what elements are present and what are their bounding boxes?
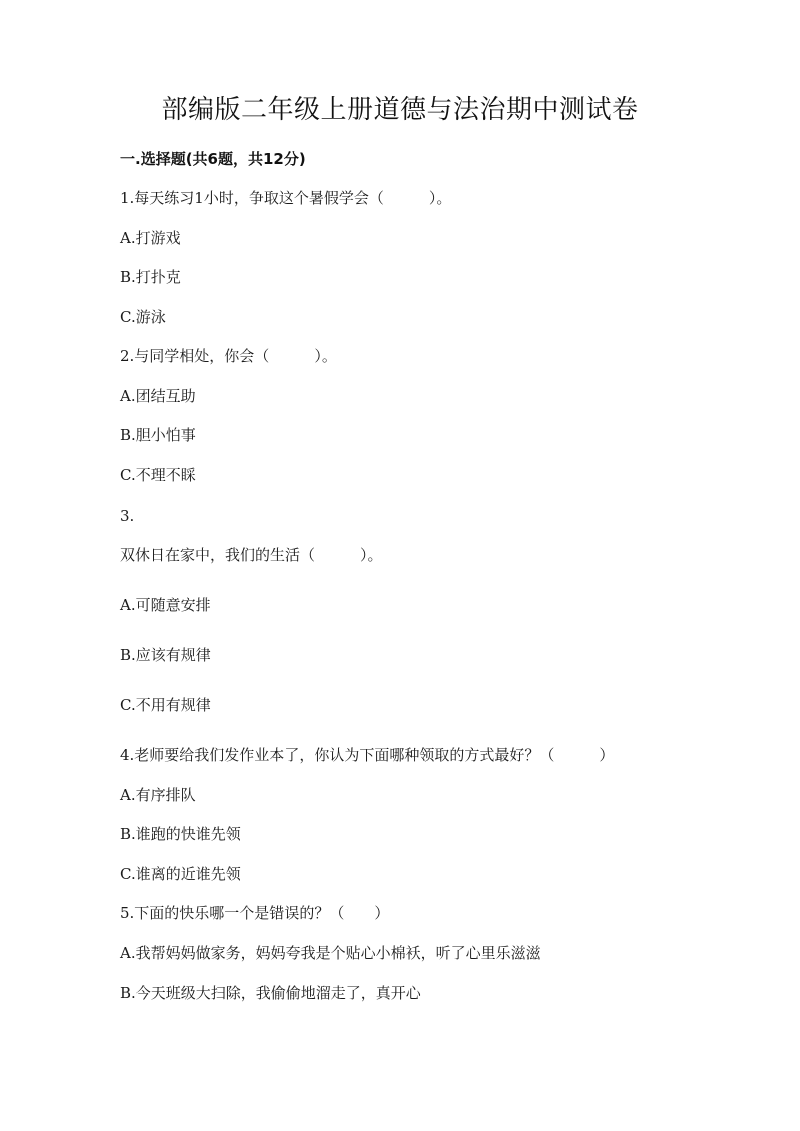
question-5-option-a: A.我帮妈妈做家务，妈妈夸我是个贴心小棉袄，听了心里乐滋滋 [120,944,541,962]
question-2-option-b: B.胆小怕事 [120,426,196,444]
question-4-option-b: B.谁跑的快谁先领 [120,825,241,843]
question-2-option-c: C.不理不睬 [120,466,196,484]
question-3-option-c: C.不用有规律 [120,696,211,714]
question-4-option-a: A.有序排队 [120,786,196,804]
question-1-option-a: A.打游戏 [120,229,181,247]
question-5-option-b: B.今天班级大扫除，我偷偷地溜走了，真开心 [120,984,421,1002]
question-2-stem: 2.与同学相处，你会（ ）。 [120,347,337,365]
question-3-stem: 双休日在家中，我们的生活（ ）。 [120,546,383,564]
section-heading: 一.选择题(共6题，共12分) [120,150,306,168]
question-1-option-c: C.游泳 [120,308,166,326]
question-1-stem: 1.每天练习1小时，争取这个暑假学会（ ）。 [120,189,452,207]
question-2-option-a: A.团结互助 [120,387,196,405]
question-3-number: 3. [120,507,135,525]
question-1-option-b: B.打扑克 [120,268,181,286]
page-title: 部编版二年级上册道德与法治期中测试卷 [161,95,639,125]
question-5-stem: 5.下面的快乐哪一个是错误的？（ ） [120,904,390,922]
question-3-option-a: A.可随意安排 [120,596,211,614]
question-3-option-b: B.应该有规律 [120,646,211,664]
question-4-stem: 4.老师要给我们发作业本了，你认为下面哪种领取的方式最好？（ ） [120,746,615,764]
question-4-option-c: C.谁离的近谁先领 [120,865,241,883]
